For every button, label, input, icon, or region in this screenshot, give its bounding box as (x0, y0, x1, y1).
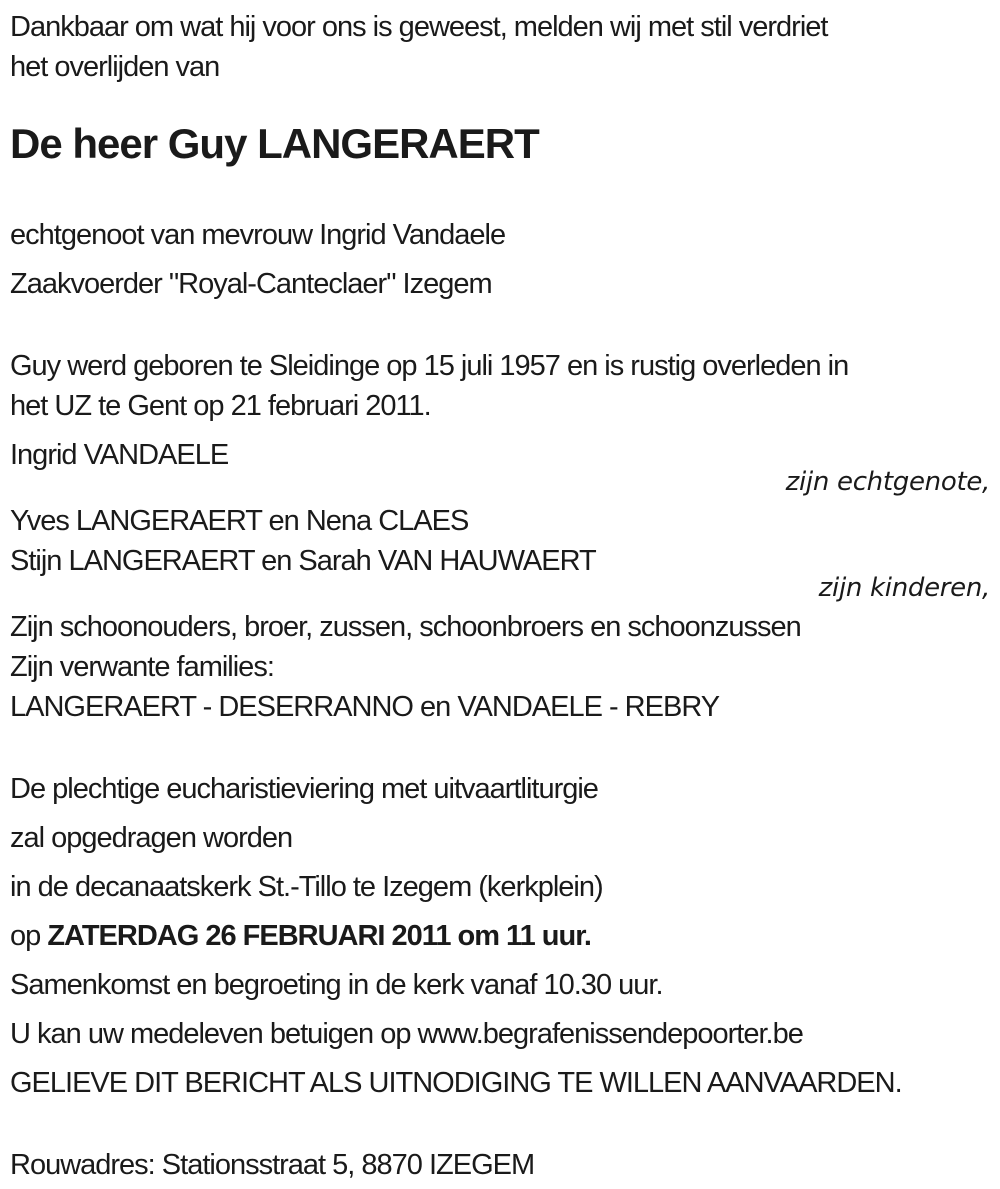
birth-death-line-text: het UZ te Gent op 21 februari 2011. (10, 390, 431, 422)
condolence-line (10, 1014, 990, 1054)
service-line-3-text: in de decanaatskerk St.-Tillo te Izegem (kerkplein) (10, 871, 603, 903)
spouse-line (10, 215, 990, 255)
gathering-line-text: Samenkomst en begroeting in de kerk vanaf 10.30 uur. (10, 969, 663, 1001)
birth-death-line (10, 346, 990, 426)
intro (10, 7, 990, 87)
service-date-prefix: op (10, 920, 48, 952)
occupation-line (10, 264, 990, 304)
service-date (10, 916, 990, 956)
mourner-children (10, 501, 990, 581)
mourner-children-text: Yves LANGERAERT en Nena CLAES (10, 505, 469, 537)
service-line-2 (10, 818, 990, 858)
service-line-1-text: De plechtige eucharistieviering met uitvaartliturgie (10, 773, 598, 805)
birth-death-line-text: Guy werd geboren te Sleidinge op 15 juli 1957 en is rustig overleden in (10, 350, 849, 382)
mourning-address-text: Rouwadres: Stationsstraat 5, 8870 IZEGEM (10, 1149, 535, 1181)
intro-text: Dankbaar om wat hij voor ons is geweest, melden wij met stil verdriet (10, 11, 828, 43)
service-date-text (10, 916, 990, 956)
mourner-extended-family (10, 607, 990, 727)
mourner-spouse-text: Ingrid VANDAELE (10, 439, 229, 471)
condolence-line-text: U kan uw medeleven betuigen op www.begrafenissendepoorter.be (10, 1018, 803, 1050)
deceased-name-text: De heer Guy LANGERAERT (10, 120, 539, 167)
intro-text: het overlijden van (10, 51, 220, 83)
service-line-3 (10, 867, 990, 907)
mourner-children-text: Stijn LANGERAERT en Sarah VAN HAUWAERT (10, 545, 596, 577)
deceased-name (10, 120, 990, 168)
spouse-line-text: echtgenoot van mevrouw Ingrid Vandaele (10, 219, 506, 251)
children-role-text: zijn kinderen, (818, 573, 990, 603)
mourner-extended-family-text: LANGERAERT - DESERRANNO en VANDAELE - REBRY (10, 691, 720, 723)
invitation-line-text: GELIEVE DIT BERICHT ALS UITNODIGING TE WILLEN AANVAARDEN. (10, 1067, 902, 1099)
occupation-line-text: Zaakvoerder "Royal-Canteclaer" Izegem (10, 268, 492, 300)
spouse-role-text: zijn echtgenote, (785, 467, 990, 497)
mourner-extended-family-text: Zijn schoonouders, broer, zussen, schoonbroers en schoonzussen (10, 611, 801, 643)
mourning-address (10, 1145, 990, 1185)
invitation-line (10, 1063, 990, 1103)
service-line-1 (10, 769, 990, 809)
service-line-2-text: zal opgedragen worden (10, 822, 293, 854)
mourner-extended-family-text: Zijn verwante families: (10, 651, 274, 683)
service-date-emphasis: ZATERDAG 26 FEBRUARI 2011 om 11 uur. (47, 920, 591, 952)
gathering-line (10, 965, 990, 1005)
